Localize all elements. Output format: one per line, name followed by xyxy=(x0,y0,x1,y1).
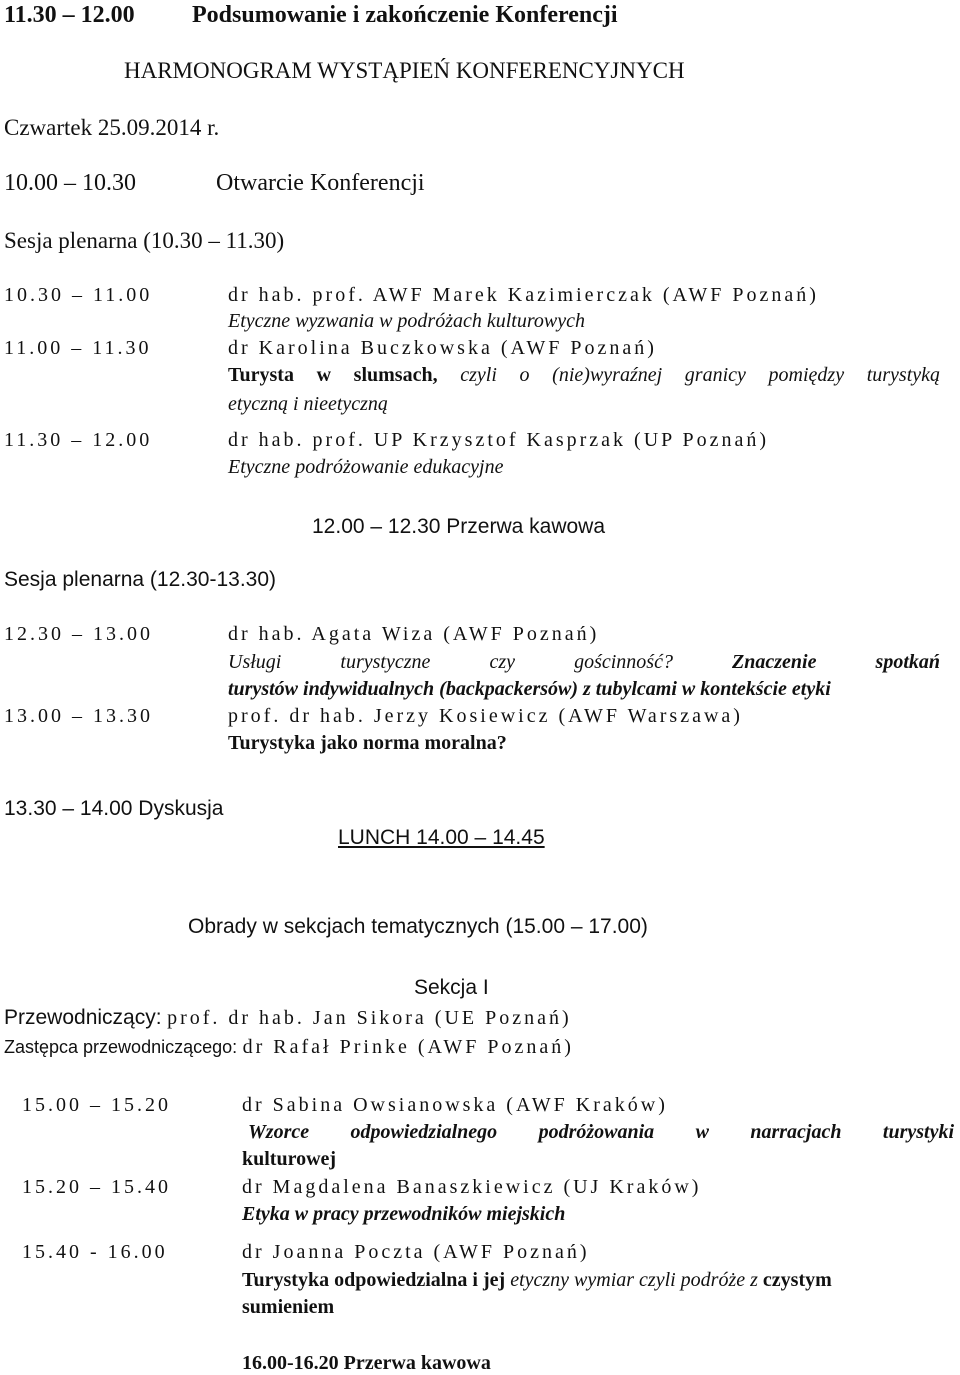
talk-title: Etyka w pracy przewodników miejskich xyxy=(242,1203,566,1225)
talk-speaker: dr Joanna Poczta (AWF Poznań) xyxy=(242,1241,590,1263)
sections-heading: Obrady w sekcjach tematycznych (15.00 – 17.00) xyxy=(188,915,648,938)
talk-title: Wzorce odpowiedzialnego podróżowania w narracjach turystyki xyxy=(248,1121,954,1143)
talk-title: Etyczne podróżowanie edukacyjne xyxy=(228,456,504,478)
opening-time: 10.00 – 10.30 xyxy=(4,170,136,196)
talk-title: Turystyka jako norma moralna? xyxy=(228,732,507,754)
chair-row xyxy=(4,1004,572,1031)
day-heading: Czwartek 25.09.2014 r. xyxy=(4,115,220,140)
coffee-break: 12.00 – 12.30 Przerwa kawowa xyxy=(312,515,606,538)
talk-title-cont: turystów indywidualnych (backpackersów) z tubylcami w kontekście etyki xyxy=(228,678,831,700)
talk-title-cont: sumieniem xyxy=(242,1296,335,1318)
talk-speaker: dr Magdalena Banaszkiewicz (UJ Kraków) xyxy=(242,1176,702,1198)
section-title: Sekcja I xyxy=(414,976,489,999)
deputy-row xyxy=(4,1033,574,1060)
talk-speaker: dr hab. Agata Wiza (AWF Poznań) xyxy=(228,623,600,645)
talk-title-part: Turystyka odpowiedzialna i jej xyxy=(242,1269,506,1291)
talk-title xyxy=(242,1268,832,1292)
talk-time: 15.20 – 15.40 xyxy=(22,1176,171,1198)
talk-speaker: dr hab. prof. UP Krzysztof Kasprzak (UP Poznań) xyxy=(228,429,770,451)
session2-title: Sesja plenarna (12.30-13.30) xyxy=(4,568,277,591)
talk-title xyxy=(228,650,940,674)
talk-title-part: Znaczenie spotkań xyxy=(732,651,940,673)
closing-title: Podsumowanie i zakończenie Konferencji xyxy=(192,2,618,28)
talk-time: 11.00 – 11.30 xyxy=(4,337,152,359)
talk-title: Etyczne wyzwania w podróżach kulturowych xyxy=(228,310,585,332)
closing-time: 11.30 – 12.00 xyxy=(4,2,135,28)
talk-title xyxy=(228,363,940,387)
schedule-heading: HARMONOGRAM WYSTĄPIEŃ KONFERENCYJNYCH xyxy=(124,58,685,83)
chair-name: prof. dr hab. Jan Sikora (UE Poznań) xyxy=(167,1007,572,1029)
talk-speaker: dr Karolina Buczkowska (AWF Poznań) xyxy=(228,337,657,359)
talk-speaker: dr Sabina Owsianowska (AWF Kraków) xyxy=(242,1094,668,1116)
session1-title: Sesja plenarna (10.30 – 11.30) xyxy=(4,228,285,253)
opening-title: Otwarcie Konferencji xyxy=(216,170,425,196)
deputy-name: dr Rafał Prinke (AWF Poznań) xyxy=(242,1036,574,1058)
talk-time: 13.00 – 13.30 xyxy=(4,705,153,727)
discussion: 13.30 – 14.00 Dyskusja xyxy=(4,797,224,820)
talk-time: 15.40 - 16.00 xyxy=(22,1241,168,1263)
talk-title-cont: kulturowej xyxy=(242,1148,337,1170)
talk-title-part: Turysta w slumsach, xyxy=(228,364,438,386)
talk-time: 10.30 – 11.00 xyxy=(4,284,153,306)
chair-label: Przewodniczący: xyxy=(4,1006,162,1029)
talk-time: 12.30 – 13.00 xyxy=(4,623,153,645)
talk-title-cont: etyczną i nieetyczną xyxy=(228,393,388,415)
deputy-label: Zastępca przewodniczącego: xyxy=(4,1037,238,1057)
talk-title-part: etyczny wymiar czyli podróże z xyxy=(510,1269,758,1291)
talk-speaker: prof. dr hab. Jerzy Kosiewicz (AWF Warszawa) xyxy=(228,705,743,727)
lunch: LUNCH 14.00 – 14.45 xyxy=(338,826,545,849)
talk-time: 11.30 – 12.00 xyxy=(4,429,153,451)
talk-time: 15.00 – 15.20 xyxy=(22,1094,171,1116)
coffee-break: 16.00-16.20 Przerwa kawowa xyxy=(242,1352,491,1374)
talk-title-part: Usługi turystyczne czy gościnność? xyxy=(228,651,673,673)
talk-title-part: czystym xyxy=(762,1269,832,1291)
talk-speaker: dr hab. prof. AWF Marek Kazimierczak (AWF Poznań) xyxy=(228,284,819,306)
talk-title-part: czyli o (nie)wyraźnej granicy pomiędzy turystyką xyxy=(460,364,941,386)
